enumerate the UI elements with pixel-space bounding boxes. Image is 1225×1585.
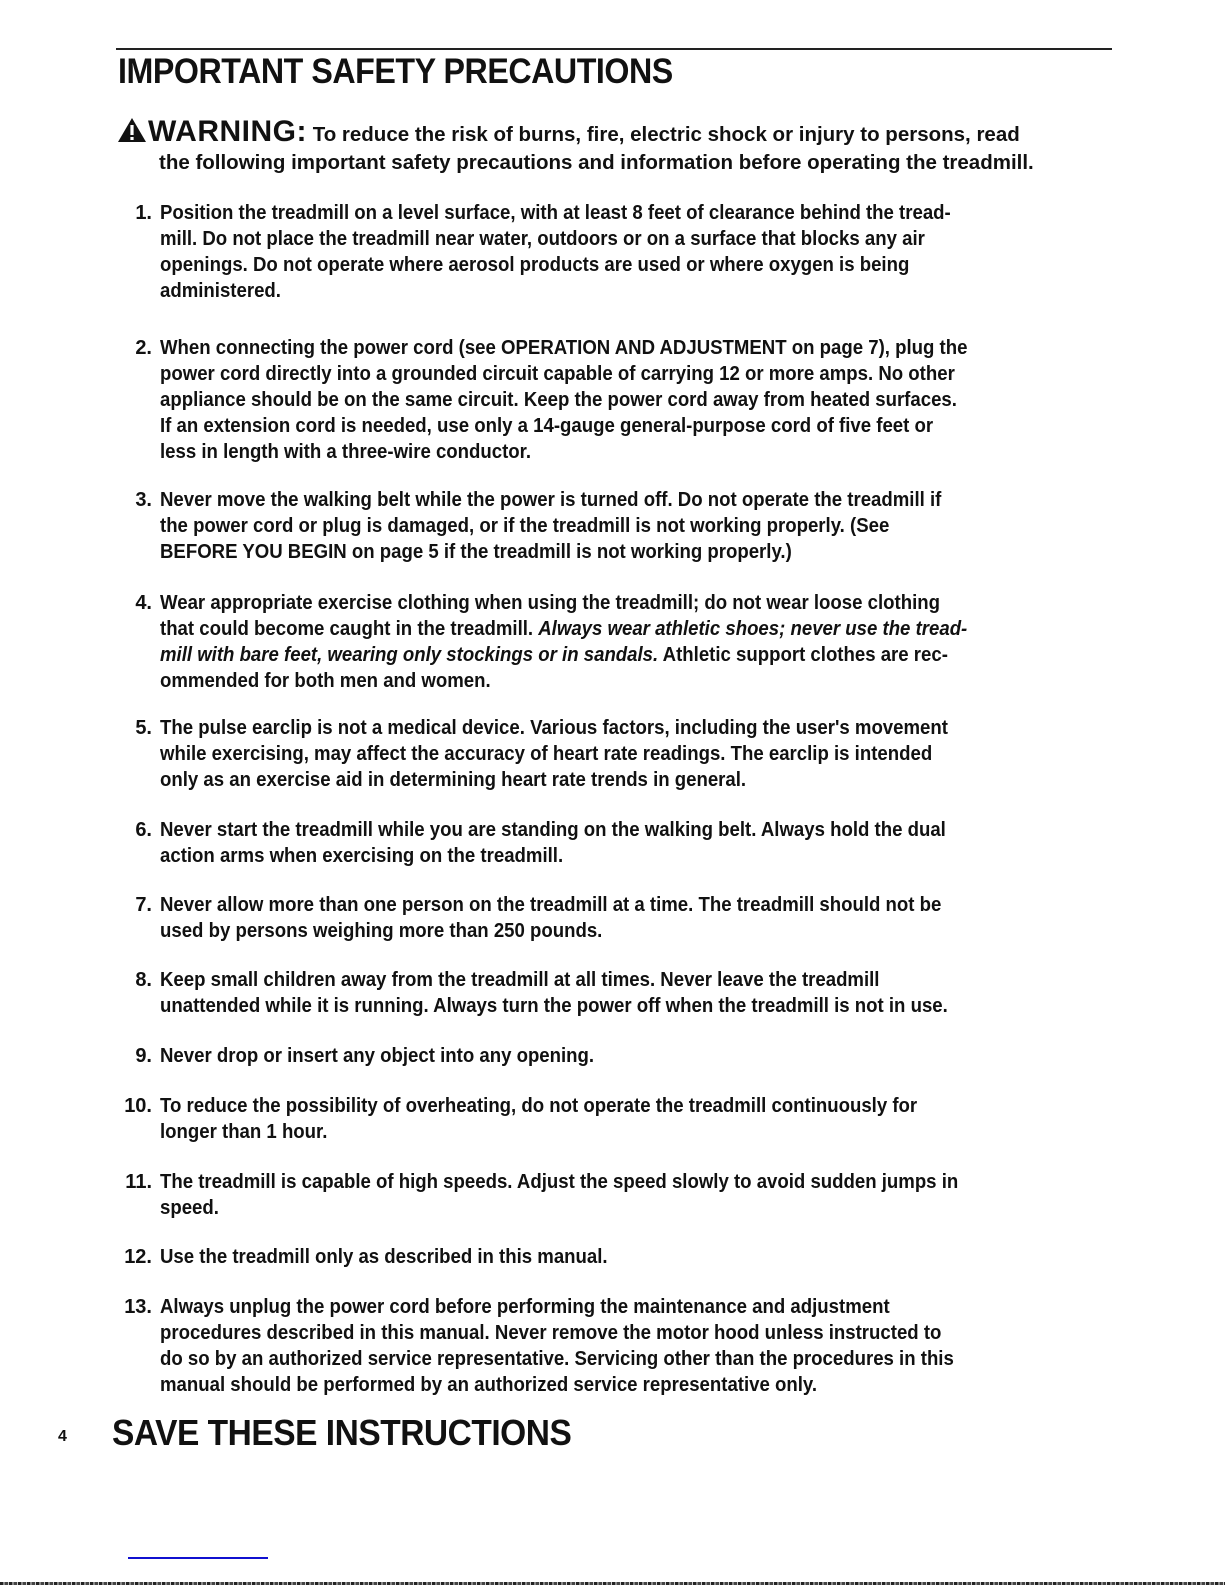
text-line: less in length with a three-wire conductor. — [160, 441, 532, 463]
text-line: To reduce the possibility of overheating, do not operate the treadmill continuously for — [160, 1095, 918, 1117]
item-number: 12. — [124, 1246, 152, 1268]
item-text — [160, 487, 1110, 565]
item-number: 10. — [124, 1095, 152, 1117]
warning-block — [117, 117, 1107, 177]
italic-segment: Always wear athletic shoes; never use the tread- — [538, 618, 968, 640]
text-line: unattended while it is running. Always turn the power off when the treadmill is not in use. — [160, 995, 948, 1017]
item-number: 6. — [135, 819, 152, 841]
item-number: 13. — [124, 1296, 152, 1318]
text-segment: that could become caught in the treadmill. — [160, 618, 539, 640]
text-line: Position the treadmill on a level surface, with at least 8 feet of clearance behind the tread- — [160, 202, 951, 224]
text-line: administered. — [160, 280, 281, 302]
text-line: longer than 1 hour. — [160, 1121, 328, 1143]
text-line: the power cord or plug is damaged, or if the treadmill is not working properly. (See — [160, 515, 890, 537]
text-line: openings. Do not operate where aerosol products are used or where oxygen is being — [160, 254, 910, 276]
text-segment: Athletic support clothes are rec- — [658, 644, 948, 666]
text-line: do so by an authorized service representative. Servicing other than the procedures in this — [160, 1348, 954, 1370]
item-text — [160, 1294, 1110, 1398]
text-line: while exercising, may affect the accuracy of heart rate readings. The earclip is intended — [160, 743, 933, 765]
text-line: Never drop or insert any object into any opening. — [160, 1045, 595, 1067]
item-number: 3. — [135, 489, 152, 511]
item-text — [160, 817, 1110, 869]
item-text — [160, 1093, 1110, 1145]
item-number: 8. — [135, 969, 152, 991]
item-text — [160, 967, 1110, 1019]
text-line: procedures described in this manual. Never remove the motor hood unless instructed to — [160, 1322, 942, 1344]
text-line: appliance should be on the same circuit. Keep the power cord away from heated surfaces. — [160, 389, 957, 411]
footer-title: SAVE THESE INSTRUCTIONS — [112, 1412, 572, 1453]
text-line: The pulse earclip is not a medical device. Various factors, including the user's movement — [160, 717, 948, 739]
warning-heading-line — [117, 117, 1107, 149]
text-line: The treadmill is capable of high speeds. Adjust the speed slowly to avoid sudden jumps in — [160, 1171, 959, 1193]
warning-label: WARNING: — [148, 115, 307, 148]
text-line — [160, 616, 1044, 642]
text-line: Keep small children away from the treadmill at all times. Never leave the treadmill — [160, 969, 880, 991]
item-text — [160, 892, 1110, 944]
text-line: used by persons weighing more than 250 pounds. — [160, 920, 603, 942]
text-line — [160, 642, 1044, 668]
text-line: When connecting the power cord (see OPERATION AND ADJUSTMENT on page 7), plug the — [160, 337, 968, 359]
text-line: manual should be performed by an authorized service representative only. — [160, 1374, 818, 1396]
text-line: only as an exercise aid in determining heart rate trends in general. — [160, 769, 747, 791]
text-line: Never start the treadmill while you are standing on the walking belt. Always hold the dual — [160, 819, 946, 841]
item-text — [160, 335, 1110, 465]
warning-triangle-icon — [117, 117, 147, 143]
item-text — [160, 200, 1110, 304]
item-text — [160, 1169, 1110, 1221]
item-text — [160, 1043, 1110, 1069]
text-line: ommended for both men and women. — [160, 670, 491, 692]
text-line: mill. Do not place the treadmill near water, outdoors or on a surface that blocks any air — [160, 228, 925, 250]
text-line: If an extension cord is needed, use only a 14-gauge general-purpose cord of five feet or — [160, 415, 934, 437]
text-line: Always unplug the power cord before performing the maintenance and adjustment — [160, 1296, 890, 1318]
text-line: Never move the walking belt while the power is turned off. Do not operate the treadmill if — [160, 489, 942, 511]
text-line: BEFORE YOU BEGIN on page 5 if the treadmill is not working properly.) — [160, 541, 792, 563]
item-number: 9. — [135, 1045, 152, 1067]
text-line: Never allow more than one person on the treadmill at a time. The treadmill should not be — [160, 894, 942, 916]
warning-text-line1: To reduce the risk of burns, fire, electric shock or injury to persons, read — [312, 123, 1020, 146]
item-text — [160, 1244, 1110, 1270]
text-line: Use the treadmill only as described in this manual. — [160, 1246, 608, 1268]
item-number: 7. — [135, 894, 152, 916]
item-text — [160, 590, 1110, 694]
item-text — [160, 715, 1110, 793]
scan-artifact-line — [128, 1557, 268, 1559]
warning-text-line2: the following important safety precautions and information before operating the treadmill. — [159, 151, 1034, 174]
page-number: 4 — [58, 1428, 67, 1445]
item-number: 5. — [135, 717, 152, 739]
item-number: 11. — [125, 1171, 152, 1193]
italic-segment: mill with bare feet, wearing only stockings or in sandals. — [160, 644, 659, 666]
text-line: action arms when exercising on the treadmill. — [160, 845, 564, 867]
text-line: power cord directly into a grounded circuit capable of carrying 12 or more amps. No other — [160, 363, 955, 385]
top-rule — [116, 48, 1112, 50]
item-number: 2. — [135, 337, 152, 359]
page-title: IMPORTANT SAFETY PRECAUTIONS — [118, 52, 673, 91]
item-number: 4. — [135, 592, 152, 614]
item-number: 1. — [135, 202, 152, 224]
text-line: Wear appropriate exercise clothing when using the treadmill; do not wear loose clothing — [160, 592, 940, 614]
text-line: speed. — [160, 1197, 219, 1219]
